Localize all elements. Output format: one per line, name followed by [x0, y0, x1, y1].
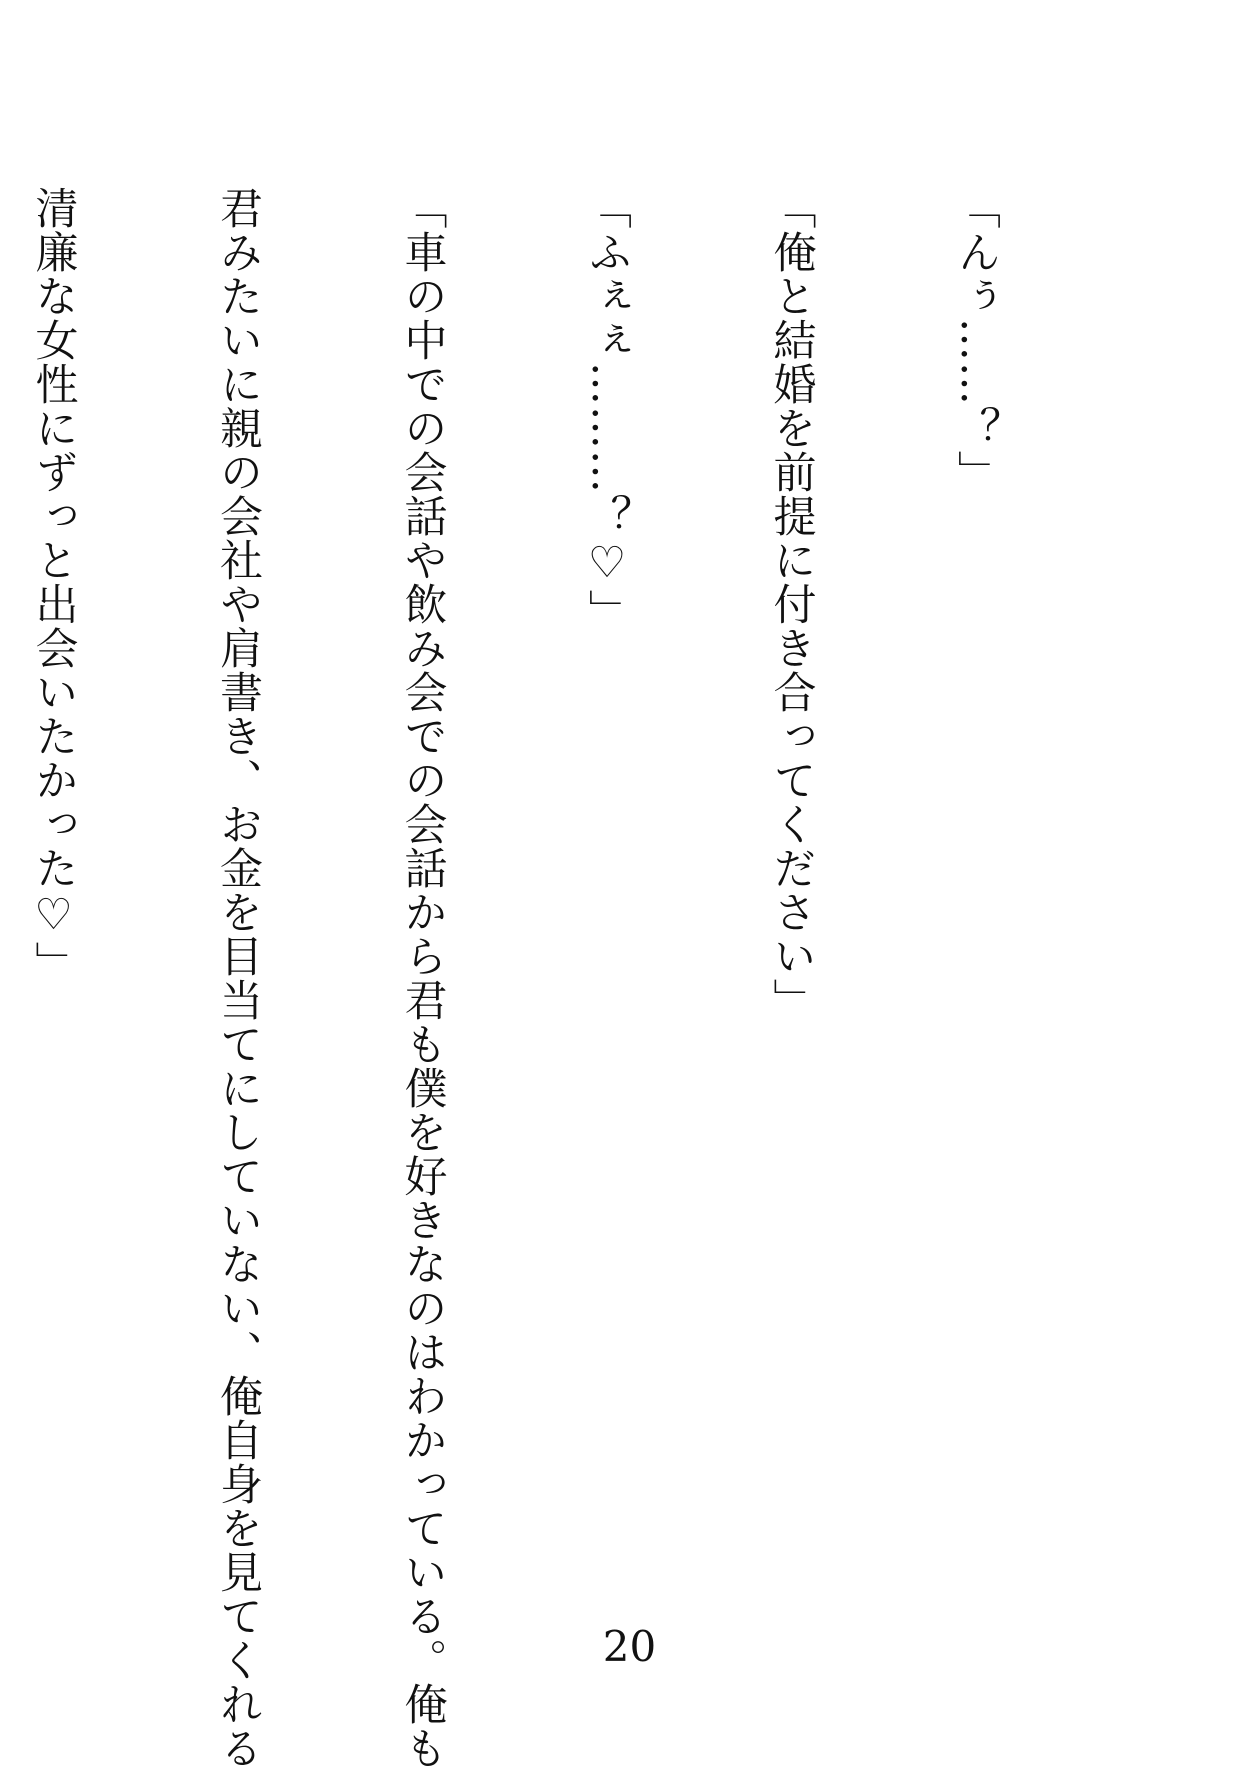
text-line: 「ふぇぇ………？♡」: [582, 186, 632, 633]
page-number: 20: [602, 1622, 657, 1671]
text-line: 「俺と結婚を前提に付き合ってください」: [766, 186, 817, 1022]
text-line: 君みたいに親の会社や肩書き、お金を目当てにしていない、俺自身を見てくれる: [213, 186, 263, 1770]
text-line: 「んぅ……？」: [951, 186, 1001, 494]
text-line: 清廉な女性にずっと出会いたかった♡」: [28, 186, 79, 985]
text-line: 「車の中での会話や飲み会での会話から君も僕を好きなのはわかっている。俺も: [397, 186, 448, 1770]
